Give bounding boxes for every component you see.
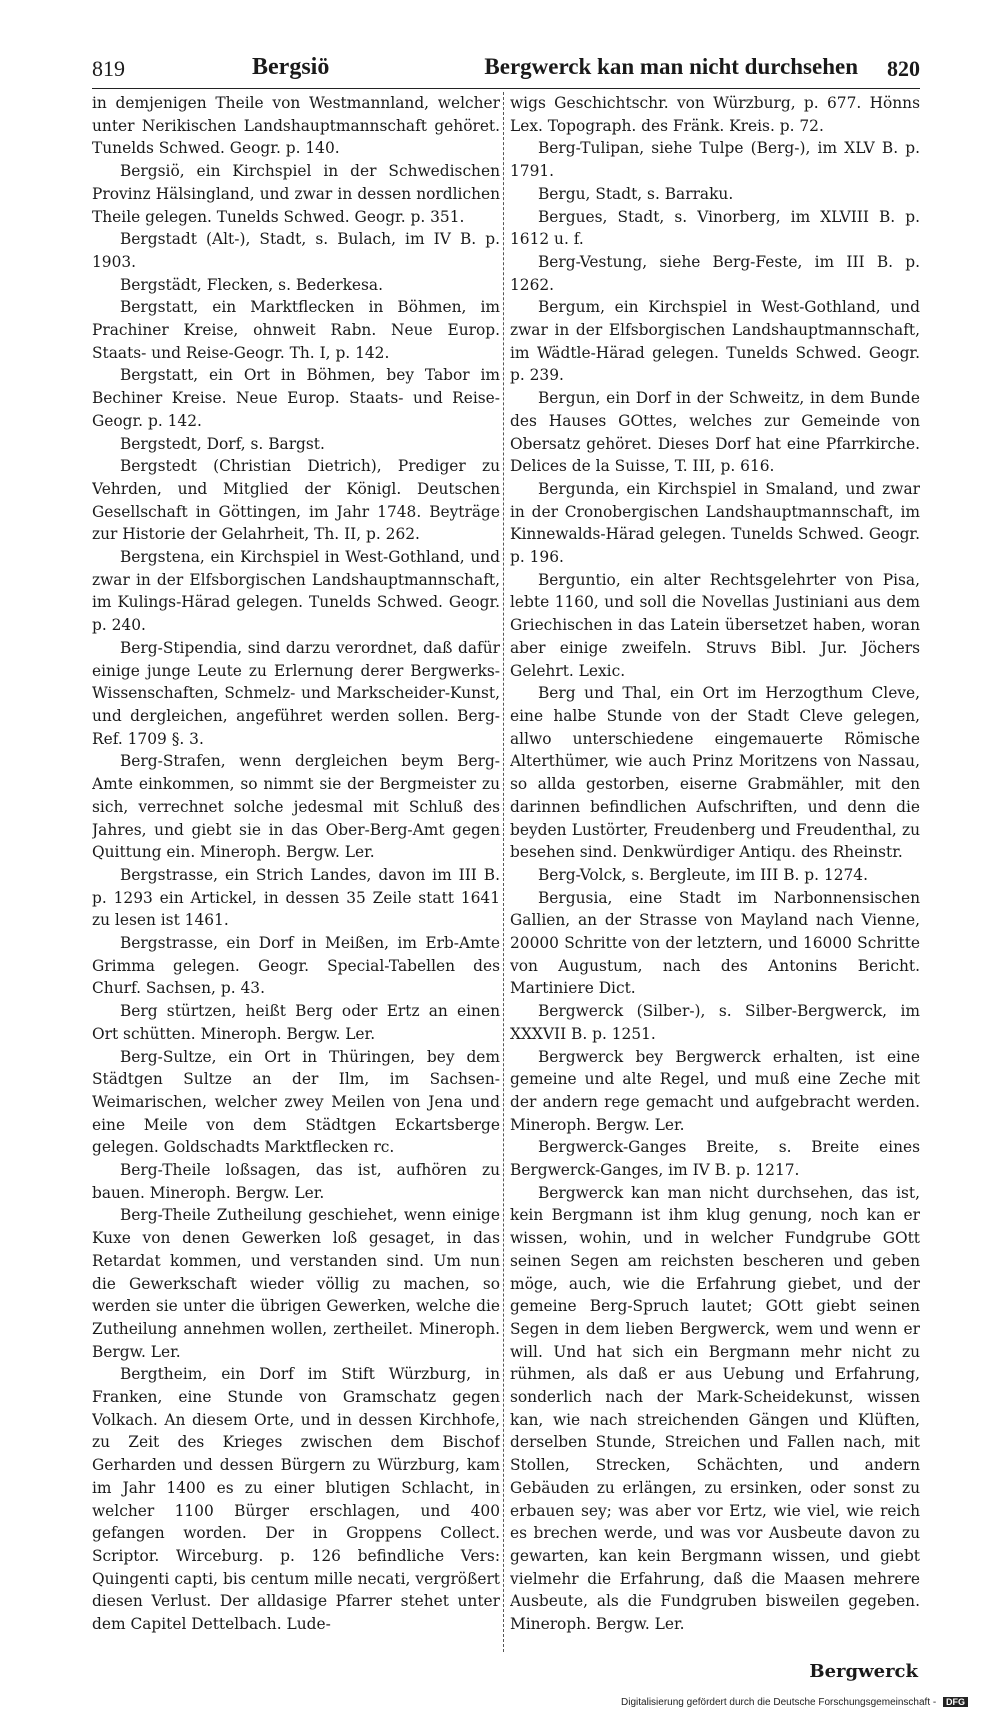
dictionary-entry: Berg-Theile Zutheilung geschiehet, wenn einige Kuxe von denen Gewerken loß gesaget, in das Retardat kommen, und verstanden sind. Um nun die Gewerkschaft wieder völlig zu machen, so werden sie unter die übrigen Gewerken, welche die Zutheilung annehmen wollen, zertheilet. Mineroph. Bergw. Ler. [92,1206,500,1361]
dictionary-entry: Bergstatt, ein Marktflecken in Böhmen, im Prachiner Kreise, ohnweit Rabn. Neue Europ. Staats- und Reise-Geogr. Th. I, p. 142. [92,298,500,362]
dictionary-entry: Bergwerck kan man nicht durchsehen, das ist, kein Bergmann ist ihm klug genung, noch kan er wissen, wohin, und in welcher Fundgrube GOtt seinen Segen am reichsten bescheren und geben möge, auch, wie die Erfahrung giebet, und der gemeine Berg-Spruch lautet; GOtt giebt seinen Segen in dem lieben Bergwerck, wem und wenn er will. Und hat sich ein Bergmann mehr nicht zu rühmen, als daß er aus Uebung und Erfahrung, sonderlich nach der Mark-Scheidekunst, wissen kan, wie nach streichenden Gängen und Klüften, derselben Stunde, Streichen und Fallen nach, mit Stollen, Strecken, Schächten, und andern Gebäuden zu erlängen, zu ersinken, oder sonst zu erbauen sey; was aber vor Ertz, wie viel, wie reich es brechen werde, und was vor Ausbeute davon zu gewarten, kan kein Bergmann wissen, und giebt vielmehr die Erfahrung, daß die Maasen mehrere Ausbeute, als die Fundgruben bisweilen gegeben. Mineroph. Bergw. Ler. [510,1183,920,1634]
dictionary-entry: Bergues, Stadt, s. Vinorberg, im XLVIII B. p. 1612 u. f. [510,207,920,249]
running-title-right: Bergwerck kan man nicht durchsehen [484,54,858,79]
dictionary-entry: Bergsiö, ein Kirchspiel in der Schwedischen Provinz Hälsingland, und zwar in dessen nordlichen Theile gelegen. Tunelds Schwed. Geogr. p. 351. [92,162,500,226]
dictionary-entry: Berg-Vestung, siehe Berg-Feste, im III B. p. 1262. [510,252,920,294]
footer-text: Digitalisierung gefördert durch die Deutsche Forschungsgemeinschaft - [621,1697,937,1708]
dictionary-entry: Bergwerck-Ganges Breite, s. Breite eines Bergwerck-Ganges, im IV B. p. 1217. [510,1138,920,1180]
dictionary-entry: Berg-Strafen, wenn dergleichen beym Berg-Amte einkommen, so nimmt sie der Bergmeister zu sich, verrechnet solche jedesmal mit Schluß des Jahres, und giebt sie in das Ober-Berg-Amt gegen Quittung ein. Mineroph. Bergw. Ler. [92,752,500,862]
dfg-logo: DFG [943,1697,968,1707]
dictionary-entry: Berg-Stipendia, sind darzu verordnet, daß dafür einige junge Leute zu Erlernung derer Bergwerks-Wissenschaften, Schmelz- und Markscheider-Kunst, und dergleichen, angeführet werden sollen. Berg-Ref. 1709 §. 3. [92,638,500,748]
dictionary-entry: Bergstädt, Flecken, s. Bederkesa. [120,275,383,294]
running-header [92,48,920,89]
dictionary-entry: Berg-Sultze, ein Ort in Thüringen, bey dem Städtgen Sultze an der Ilm, im Sachsen-Weimarischen, welcher zwey Meilen von Jena und eine Meile von dem Städtgen Eckartsberge gelegen. Goldschadts Marktflecken rc. [92,1047,500,1157]
dictionary-entry: Bergwerck (Silber-), s. Silber-Bergwerck, im XXXVII B. p. 1251. [510,1002,920,1043]
dictionary-entry: Bergstatt, ein Ort in Böhmen, bey Tabor im Bechiner Kreise. Neue Europ. Staats- und Reise-Geogr. p. 142. [92,366,500,430]
dictionary-entry: Berg-Volck, s. Bergleute, im III B. p. 1274. [538,865,868,884]
digitization-footer [621,1697,968,1708]
dictionary-entry: Bergunda, ein Kirchspiel in Smaland, und zwar in der Cronobergischen Landshauptmannschaft, im Kinnewalds-Härad gelegen. Tunelds Schwed. Geogr. p. 196. [510,479,920,567]
dictionary-entry: Bergstena, ein Kirchspiel in West-Gothland, und zwar in der Elfsborgischen Landshauptmannschaft, im Kulings-Härad gelegen. Tunelds Schwed. Geogr. p. 240. [92,548,500,635]
right-column [510,92,920,1658]
page-number-left: 819 [92,56,125,81]
dictionary-entry: Bergu, Stadt, s. Barraku. [538,184,734,203]
dictionary-entry: Bergstedt (Christian Dietrich), Prediger zu Vehrden, und Mitglied der Königl. Deutschen Gesellschaft in Göttingen, im Jahr 1748. Beyträge zur Historie der Gelahrheit, Th. II, p. 262. [92,457,500,544]
dictionary-entry: Bergwerck bey Bergwerck erhalten, ist eine gemeine und alte Regel, und muß eine Zeche mit der andern rege gemacht und aufgebracht werden. Mineroph. Bergw. Ler. [510,1047,920,1134]
dictionary-entry: in demjenigen Theile von Westmannland, welcher unter Nerikischen Landshauptmannschaft gehöret. Tunelds Schwed. Geogr. p. 140. [92,94,500,158]
dictionary-entry: Bergum, ein Kirchspiel in West-Gothland, und zwar in der Elfsborgischen Landshauptmannschaft, im Wädtle-Härad gelegen. Tunelds Schwed. Geogr. p. 239. [510,298,920,385]
dictionary-entry: Bergstadt (Alt-), Stadt, s. Bulach, im IV B. p. 1903. [92,230,500,271]
dictionary-entry: Bergtheim, ein Dorf im Stift Würzburg, in Franken, eine Stunde von Gramschatz gegen Volkach. An diesem Orte, und in dessen Kirchhofe, zu Zeit des Krieges zwischen dem Bischof Gerharden und dessen Bürgern zu Würzburg, kam im Jahr 1400 es zu einer blutigen Schlacht, in welcher 1100 Bürger erschlagen, und 400 gefangen worden. Der in Groppens Collect. Scriptor. Wirceburg. p. 126 befindliche Vers: Quingenti capti, bis centum mille necati, vergrößert diesen Verlust. Der alldasige Pfarrer stehet unter dem Capitel Dettelbach. Lude- [92,1365,500,1634]
catchword: Bergwerck [809,1661,918,1682]
column-divider [503,92,504,1652]
dictionary-entry: Bergstrasse, ein Dorf in Meißen, im Erb-Amte Grimma gelegen. Geogr. Special-Tabellen des Churf. Sachsen, p. 43. [92,934,500,998]
dictionary-entry: wigs Geschichtschr. von Würzburg, p. 677. Hönns Lex. Topograph. des Fränk. Kreis. p. 72. [510,94,920,135]
left-column [92,92,500,1658]
page-number-right: 820 [887,56,920,81]
running-title-left: Bergsiö [252,54,330,80]
dictionary-entry: Bergstedt, Dorf, s. Bargst. [120,434,325,453]
dictionary-entry: Berguntio, ein alter Rechtsgelehrter von Pisa, lebte 1160, und soll die Novellas Justiniani aus dem Griechischen in das Latein übersetzet haben, woran aber einige zweifeln. Struvs Bibl. Jur. Jöchers Gelehrt. Lexic. [510,570,920,680]
dictionary-entry: Berg und Thal, ein Ort im Herzogthum Cleve, eine halbe Stunde von der Stadt Cleve gelegen, allwo unterschiedene eingemauerte Römische Alterthümer, wie auch Prinz Moritzens von Nassau, so allda gestorben, eiserne Grabmähler, mit den darinnen befindlichen Aufschriften, und denn die beyden Lustörter, Freudenberg und Freudenthal, zu besehen sind. Denkwürdiger Antiqu. des Rheinstr. [510,684,920,862]
dictionary-entry: Berg stürtzen, heißt Berg oder Ertz an einen Ort schütten. Mineroph. Bergw. Ler. [92,1002,500,1043]
dictionary-entry: Berg-Theile loßsagen, das ist, aufhören zu bauen. Mineroph. Bergw. Ler. [92,1161,500,1202]
dictionary-entry: Berg-Tulipan, siehe Tulpe (Berg-), im XLV B. p. 1791. [510,139,920,181]
dictionary-entry: Bergun, ein Dorf in der Schweitz, in dem Bunde des Hauses GOttes, welches zur Gemeinde von Obersatz gehöret. Dieses Dorf hat eine Pfarrkirche. Delices de la Suisse, T. III, p. 616. [510,389,920,476]
dictionary-entry: Bergusia, eine Stadt im Narbonnensischen Gallien, an der Strasse von Mayland nach Vienne, 20000 Schritte von der letztern, und 16000 Schritte von Augustum, nach des Antonins Bericht. Martiniere Dict. [510,888,920,998]
dictionary-entry: Bergstrasse, ein Strich Landes, davon im III B. p. 1293 ein Artickel, in dessen 35 Zeile statt 1641 zu lesen ist 1461. [92,865,500,930]
